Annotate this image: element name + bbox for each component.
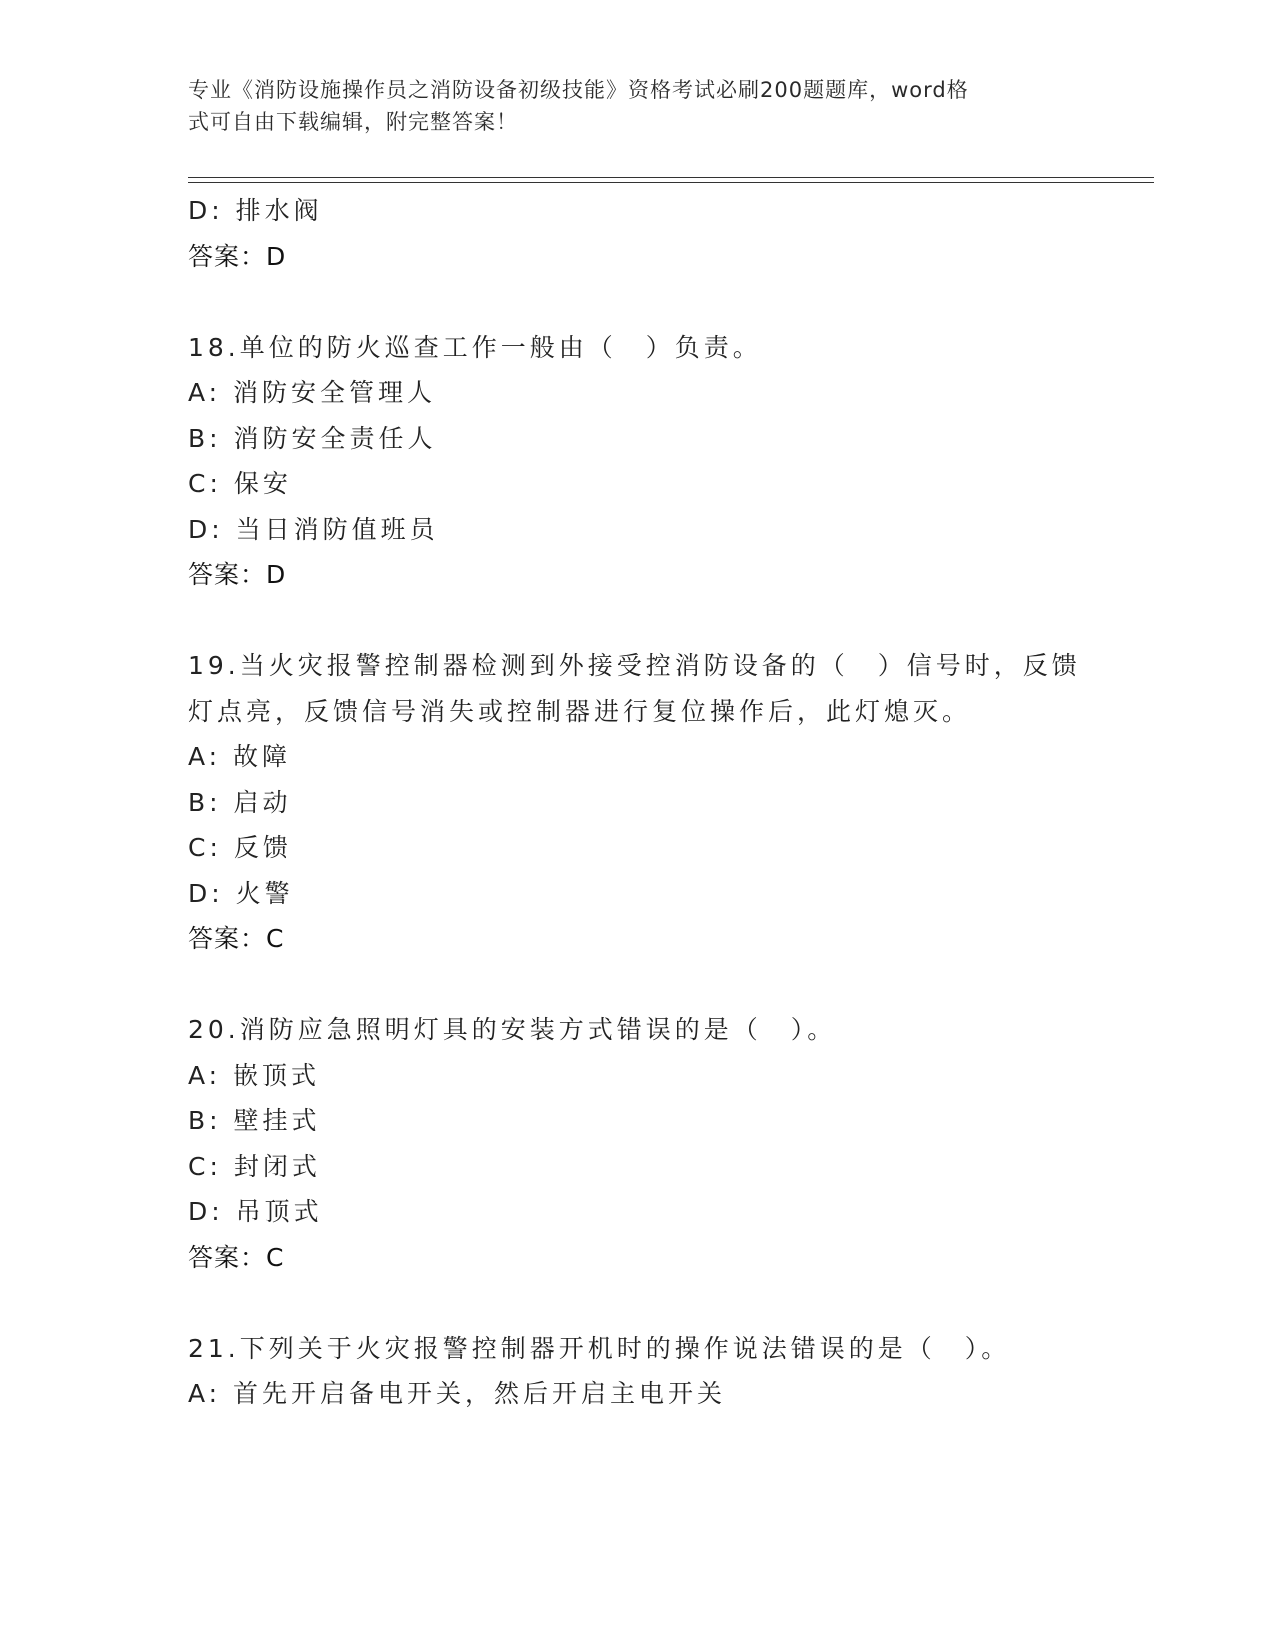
document-header — [188, 74, 1068, 138]
q19-option-b: B: 启动 — [188, 787, 292, 817]
header-line-1: 专业《消防设施操作员之消防设备初级技能》资格考试必刷200题题库，word格 — [188, 78, 969, 102]
q17-answer: 答案：D — [188, 241, 287, 271]
q19-option-c: C: 反馈 — [188, 833, 292, 862]
question-19 — [188, 643, 1088, 962]
question-17 — [188, 188, 1088, 279]
q18-option-c: C: 保安 — [188, 469, 292, 498]
q17-option-d: D: 排水阀 — [188, 196, 323, 225]
q21-option-a: A: 首先开启备电开关，然后开启主电开关 — [188, 1379, 727, 1408]
spacer — [188, 962, 1088, 1008]
q20-answer: 答案：C — [188, 1242, 285, 1272]
q20-option-b: B: 壁挂式 — [188, 1106, 321, 1135]
spacer — [188, 1280, 1088, 1326]
question-21 — [188, 1326, 1088, 1417]
q18-option-a: A: 消防安全管理人 — [188, 378, 437, 407]
q20-question: 20.消防应急照明灯具的安装方式错误的是（ ）。 — [188, 1015, 837, 1044]
q20-option-d: D: 吊顶式 — [188, 1197, 323, 1226]
question-18 — [188, 325, 1088, 598]
q18-option-d: D: 当日消防值班员 — [188, 514, 439, 544]
q21-question: 21.下列关于火灾报警控制器开机时的操作说法错误的是（ ）。 — [188, 1333, 1011, 1363]
q19-question-line-1: 19.当火灾报警控制器检测到外接受控消防设备的（ ）信号时，反馈 — [188, 651, 1081, 680]
q20-option-c: C: 封闭式 — [188, 1151, 321, 1181]
question-list — [188, 188, 1088, 1417]
q18-option-b: B: 消防安全责任人 — [188, 423, 437, 453]
header-rule-bottom — [188, 182, 1154, 183]
question-20 — [188, 1007, 1088, 1280]
q19-answer: 答案：C — [188, 924, 285, 953]
q18-question: 18.单位的防火巡查工作一般由（ ）负责。 — [188, 332, 762, 362]
q19-option-d: D: 火警 — [188, 878, 294, 908]
q20-option-a: A: 嵌顶式 — [188, 1060, 321, 1090]
q19-question-line-2: 灯点亮，反馈信号消失或控制器进行复位操作后，此灯熄灭。 — [188, 696, 972, 726]
q19-option-a: A: 故障 — [188, 742, 292, 771]
spacer — [188, 279, 1088, 325]
q18-answer: 答案：D — [188, 560, 287, 589]
header-line-2: 式可自由下载编辑，附完整答案！ — [188, 110, 518, 134]
header-rule-top — [188, 177, 1154, 178]
spacer — [188, 598, 1088, 644]
